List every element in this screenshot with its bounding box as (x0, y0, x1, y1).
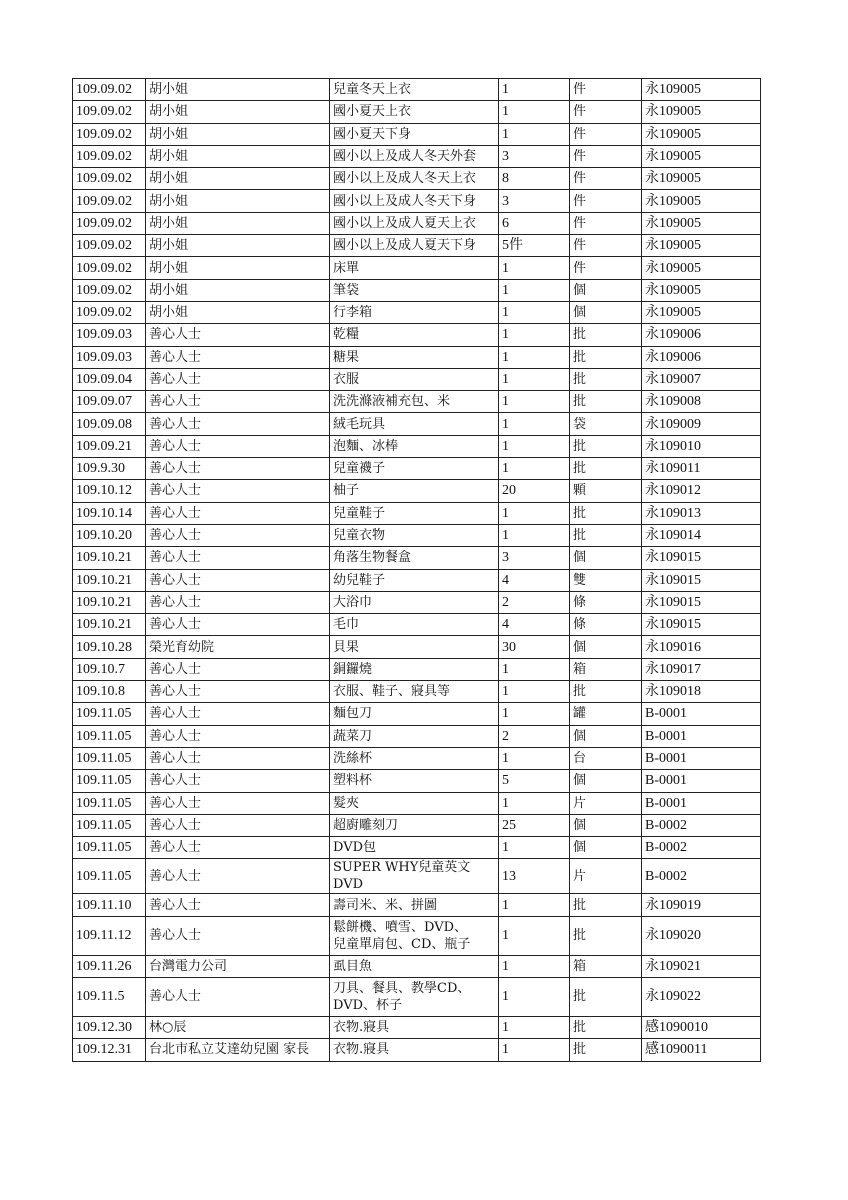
date-cell: 109.11.12 (73, 916, 146, 955)
date-cell: 109.10.7 (73, 658, 146, 680)
donor-cell: 林○辰 (146, 1016, 330, 1038)
date-cell: 109.09.07 (73, 391, 146, 413)
donor-cell: 榮光育幼院 (146, 636, 330, 658)
receipt-number-cell: 永109020 (642, 916, 761, 955)
item-cell: 鬆餅機、噴雪、DVD、 兒童單肩包、CD、瓶子 (330, 916, 499, 955)
unit-cell: 片 (570, 792, 642, 814)
donor-cell: 善心人士 (146, 614, 330, 636)
quantity-cell: 3 (499, 547, 570, 569)
donor-cell: 善心人士 (146, 837, 330, 859)
quantity-cell: 1 (499, 955, 570, 977)
donor-cell: 胡小姐 (146, 168, 330, 190)
donor-cell: 胡小姐 (146, 190, 330, 212)
unit-cell: 批 (570, 324, 642, 346)
donor-cell: 善心人士 (146, 480, 330, 502)
receipt-number-cell: 永109010 (642, 435, 761, 457)
date-cell: 109.09.02 (73, 123, 146, 145)
quantity-cell: 30 (499, 636, 570, 658)
table-row (73, 703, 761, 725)
date-cell: 109.12.30 (73, 1016, 146, 1038)
unit-cell: 批 (570, 977, 642, 1016)
receipt-number-cell: 永109019 (642, 894, 761, 916)
receipt-number-cell: 永109005 (642, 235, 761, 257)
quantity-cell: 1 (499, 79, 570, 101)
date-cell: 109.11.26 (73, 955, 146, 977)
date-cell: 109.10.21 (73, 569, 146, 591)
item-cell: 衣服 (330, 368, 499, 390)
table-row (73, 814, 761, 836)
item-cell: 乾糧 (330, 324, 499, 346)
receipt-number-cell: 永109016 (642, 636, 761, 658)
table-row (73, 458, 761, 480)
receipt-number-cell: 感1090011 (642, 1039, 761, 1061)
item-cell: 貝果 (330, 636, 499, 658)
date-cell: 109.11.05 (73, 814, 146, 836)
table-row (73, 792, 761, 814)
item-cell: 柚子 (330, 480, 499, 502)
table-row (73, 681, 761, 703)
item-cell: 衣物.寢具 (330, 1039, 499, 1061)
table-row (73, 279, 761, 301)
unit-cell: 件 (570, 101, 642, 123)
item-cell: DVD包 (330, 837, 499, 859)
table-row (73, 391, 761, 413)
date-cell: 109.10.21 (73, 547, 146, 569)
date-cell: 109.10.12 (73, 480, 146, 502)
item-cell: 衣物.寢具 (330, 1016, 499, 1038)
date-cell: 109.09.02 (73, 168, 146, 190)
receipt-number-cell: 永109018 (642, 681, 761, 703)
receipt-number-cell: 永109015 (642, 591, 761, 613)
item-cell: 糖果 (330, 346, 499, 368)
quantity-cell: 1 (499, 977, 570, 1016)
receipt-number-cell: B-0002 (642, 814, 761, 836)
date-cell: 109.11.10 (73, 894, 146, 916)
date-cell: 109.09.02 (73, 190, 146, 212)
quantity-cell: 4 (499, 569, 570, 591)
quantity-cell: 5件 (499, 235, 570, 257)
item-cell: 兒童襪子 (330, 458, 499, 480)
item-cell: 國小以上及成人夏天下身 (330, 235, 499, 257)
donor-cell: 善心人士 (146, 747, 330, 769)
quantity-cell: 20 (499, 480, 570, 502)
date-cell: 109.09.08 (73, 413, 146, 435)
receipt-number-cell: 永109009 (642, 413, 761, 435)
quantity-cell: 1 (499, 391, 570, 413)
receipt-number-cell: 永109005 (642, 79, 761, 101)
unit-cell: 批 (570, 368, 642, 390)
item-cell: 大浴巾 (330, 591, 499, 613)
unit-cell: 件 (570, 168, 642, 190)
receipt-number-cell: 感1090010 (642, 1016, 761, 1038)
item-cell: 蔬菜刀 (330, 725, 499, 747)
item-cell: 國小夏天下身 (330, 123, 499, 145)
receipt-number-cell: 永109014 (642, 524, 761, 546)
donor-cell: 善心人士 (146, 524, 330, 546)
date-cell: 109.10.21 (73, 591, 146, 613)
receipt-number-cell: 永109007 (642, 368, 761, 390)
unit-cell: 顆 (570, 480, 642, 502)
donor-cell: 善心人士 (146, 458, 330, 480)
date-cell: 109.10.14 (73, 502, 146, 524)
unit-cell: 批 (570, 1039, 642, 1061)
donor-cell: 胡小姐 (146, 212, 330, 234)
item-cell: 國小以上及成人冬天上衣 (330, 168, 499, 190)
item-cell: 國小以上及成人冬天外套 (330, 145, 499, 167)
item-cell: 行李箱 (330, 301, 499, 323)
table-row (73, 1039, 761, 1061)
receipt-number-cell: B-0001 (642, 770, 761, 792)
table-row (73, 955, 761, 977)
quantity-cell: 2 (499, 591, 570, 613)
date-cell: 109.11.05 (73, 859, 146, 894)
unit-cell: 罐 (570, 703, 642, 725)
item-cell: 兒童衣物 (330, 524, 499, 546)
unit-cell: 袋 (570, 413, 642, 435)
table-row (73, 324, 761, 346)
quantity-cell: 1 (499, 837, 570, 859)
item-cell: 筆袋 (330, 279, 499, 301)
date-cell: 109.11.05 (73, 792, 146, 814)
table-row (73, 190, 761, 212)
quantity-cell: 1 (499, 1016, 570, 1038)
date-cell: 109.10.20 (73, 524, 146, 546)
receipt-number-cell: 永109005 (642, 190, 761, 212)
receipt-number-cell: 永109005 (642, 301, 761, 323)
table-row (73, 212, 761, 234)
item-cell: 兒童鞋子 (330, 502, 499, 524)
table-row (73, 524, 761, 546)
date-cell: 109.09.02 (73, 235, 146, 257)
receipt-number-cell: 永109005 (642, 123, 761, 145)
item-cell: 絨毛玩具 (330, 413, 499, 435)
date-cell: 109.11.5 (73, 977, 146, 1016)
table-row (73, 1016, 761, 1038)
receipt-number-cell: 永109011 (642, 458, 761, 480)
receipt-number-cell: 永109015 (642, 547, 761, 569)
donor-cell: 台北市私立艾達幼兒園 家長 (146, 1039, 330, 1061)
item-cell: 塑料杯 (330, 770, 499, 792)
quantity-cell: 3 (499, 190, 570, 212)
date-cell: 109.09.03 (73, 346, 146, 368)
quantity-cell: 5 (499, 770, 570, 792)
item-cell: 國小以上及成人冬天下身 (330, 190, 499, 212)
table-row (73, 145, 761, 167)
date-cell: 109.09.02 (73, 145, 146, 167)
quantity-cell: 25 (499, 814, 570, 836)
unit-cell: 台 (570, 747, 642, 769)
quantity-cell: 1 (499, 435, 570, 457)
donor-cell: 善心人士 (146, 413, 330, 435)
unit-cell: 批 (570, 391, 642, 413)
donor-cell: 胡小姐 (146, 257, 330, 279)
donation-ledger-table (72, 78, 761, 1062)
table-row (73, 747, 761, 769)
ledger-body (73, 79, 761, 1062)
item-cell: 壽司米、米、拼圖 (330, 894, 499, 916)
donor-cell: 善心人士 (146, 977, 330, 1016)
quantity-cell: 4 (499, 614, 570, 636)
quantity-cell: 13 (499, 859, 570, 894)
unit-cell: 個 (570, 837, 642, 859)
quantity-cell: 1 (499, 324, 570, 346)
unit-cell: 批 (570, 346, 642, 368)
date-cell: 109.09.21 (73, 435, 146, 457)
item-cell: 幼兒鞋子 (330, 569, 499, 591)
receipt-number-cell: 永109005 (642, 168, 761, 190)
date-cell: 109.09.02 (73, 212, 146, 234)
unit-cell: 批 (570, 681, 642, 703)
donor-cell: 善心人士 (146, 547, 330, 569)
donor-cell: 善心人士 (146, 916, 330, 955)
item-cell: 國小以上及成人夏天上衣 (330, 212, 499, 234)
donor-cell: 善心人士 (146, 859, 330, 894)
donor-cell: 善心人士 (146, 391, 330, 413)
receipt-number-cell: B-0001 (642, 747, 761, 769)
table-row (73, 591, 761, 613)
quantity-cell: 1 (499, 502, 570, 524)
quantity-cell: 1 (499, 123, 570, 145)
receipt-number-cell: B-0002 (642, 837, 761, 859)
receipt-number-cell: 永109005 (642, 257, 761, 279)
date-cell: 109.10.28 (73, 636, 146, 658)
item-cell: 泡麵、冰棒 (330, 435, 499, 457)
date-cell: 109.11.05 (73, 770, 146, 792)
donor-cell: 善心人士 (146, 591, 330, 613)
quantity-cell: 1 (499, 1039, 570, 1061)
receipt-number-cell: 永109008 (642, 391, 761, 413)
date-cell: 109.09.02 (73, 279, 146, 301)
unit-cell: 件 (570, 79, 642, 101)
quantity-cell: 1 (499, 458, 570, 480)
table-row (73, 101, 761, 123)
quantity-cell: 2 (499, 725, 570, 747)
table-row (73, 413, 761, 435)
date-cell: 109.10.21 (73, 614, 146, 636)
quantity-cell: 1 (499, 524, 570, 546)
receipt-number-cell: 永109015 (642, 569, 761, 591)
table-row (73, 859, 761, 894)
unit-cell: 片 (570, 859, 642, 894)
quantity-cell: 1 (499, 894, 570, 916)
unit-cell: 個 (570, 279, 642, 301)
donor-cell: 胡小姐 (146, 101, 330, 123)
date-cell: 109.11.05 (73, 725, 146, 747)
quantity-cell: 1 (499, 346, 570, 368)
item-cell: 刀具、餐具、教學CD、 DVD、杯子 (330, 977, 499, 1016)
quantity-cell: 1 (499, 703, 570, 725)
donor-cell: 善心人士 (146, 435, 330, 457)
quantity-cell: 3 (499, 145, 570, 167)
donor-cell: 善心人士 (146, 792, 330, 814)
unit-cell: 批 (570, 435, 642, 457)
receipt-number-cell: 永109022 (642, 977, 761, 1016)
quantity-cell: 1 (499, 101, 570, 123)
donor-cell: 善心人士 (146, 703, 330, 725)
date-cell: 109.12.31 (73, 1039, 146, 1061)
table-row (73, 569, 761, 591)
table-row (73, 79, 761, 101)
table-row (73, 346, 761, 368)
receipt-number-cell: B-0002 (642, 859, 761, 894)
table-row (73, 770, 761, 792)
item-cell: 虱目魚 (330, 955, 499, 977)
table-row (73, 894, 761, 916)
quantity-cell: 1 (499, 658, 570, 680)
date-cell: 109.09.02 (73, 301, 146, 323)
date-cell: 109.09.04 (73, 368, 146, 390)
unit-cell: 箱 (570, 955, 642, 977)
item-cell: 床單 (330, 257, 499, 279)
unit-cell: 件 (570, 190, 642, 212)
donor-cell: 胡小姐 (146, 79, 330, 101)
receipt-number-cell: B-0001 (642, 703, 761, 725)
quantity-cell: 1 (499, 413, 570, 435)
date-cell: 109.09.02 (73, 101, 146, 123)
receipt-number-cell: 永109013 (642, 502, 761, 524)
table-row (73, 916, 761, 955)
table-row (73, 837, 761, 859)
unit-cell: 批 (570, 916, 642, 955)
item-cell: 麵包刀 (330, 703, 499, 725)
date-cell: 109.09.02 (73, 257, 146, 279)
date-cell: 109.09.03 (73, 324, 146, 346)
item-cell: 毛巾 (330, 614, 499, 636)
unit-cell: 條 (570, 591, 642, 613)
item-cell: 兒童冬天上衣 (330, 79, 499, 101)
donor-cell: 善心人士 (146, 770, 330, 792)
table-row (73, 168, 761, 190)
donor-cell: 胡小姐 (146, 301, 330, 323)
donor-cell: 善心人士 (146, 569, 330, 591)
date-cell: 109.11.05 (73, 703, 146, 725)
item-cell: 超廚雕刻刀 (330, 814, 499, 836)
unit-cell: 個 (570, 725, 642, 747)
unit-cell: 件 (570, 145, 642, 167)
table-row (73, 614, 761, 636)
receipt-number-cell: 永109005 (642, 101, 761, 123)
date-cell: 109.11.05 (73, 837, 146, 859)
unit-cell: 批 (570, 1016, 642, 1038)
donor-cell: 善心人士 (146, 814, 330, 836)
donor-cell: 胡小姐 (146, 235, 330, 257)
item-cell: 國小夏天上衣 (330, 101, 499, 123)
quantity-cell: 1 (499, 368, 570, 390)
quantity-cell: 1 (499, 257, 570, 279)
unit-cell: 件 (570, 212, 642, 234)
donor-cell: 胡小姐 (146, 145, 330, 167)
donor-cell: 善心人士 (146, 346, 330, 368)
item-cell: SUPER WHY兒童英文DVD (330, 859, 499, 894)
table-row (73, 435, 761, 457)
receipt-number-cell: 永109006 (642, 324, 761, 346)
unit-cell: 批 (570, 894, 642, 916)
receipt-number-cell: 永109005 (642, 212, 761, 234)
donor-cell: 台灣電力公司 (146, 955, 330, 977)
unit-cell: 條 (570, 614, 642, 636)
unit-cell: 個 (570, 547, 642, 569)
item-cell: 銅鑼燒 (330, 658, 499, 680)
donor-cell: 胡小姐 (146, 123, 330, 145)
donor-cell: 善心人士 (146, 658, 330, 680)
unit-cell: 雙 (570, 569, 642, 591)
quantity-cell: 1 (499, 301, 570, 323)
table-row (73, 658, 761, 680)
donor-cell: 善心人士 (146, 725, 330, 747)
table-row (73, 725, 761, 747)
quantity-cell: 1 (499, 681, 570, 703)
receipt-number-cell: 永109012 (642, 480, 761, 502)
unit-cell: 箱 (570, 658, 642, 680)
unit-cell: 批 (570, 502, 642, 524)
date-cell: 109.9.30 (73, 458, 146, 480)
receipt-number-cell: 永109005 (642, 145, 761, 167)
unit-cell: 批 (570, 524, 642, 546)
date-cell: 109.11.05 (73, 747, 146, 769)
item-cell: 髮夾 (330, 792, 499, 814)
table-row (73, 547, 761, 569)
donor-cell: 善心人士 (146, 324, 330, 346)
quantity-cell: 1 (499, 916, 570, 955)
table-row (73, 636, 761, 658)
item-cell: 洗絲杯 (330, 747, 499, 769)
quantity-cell: 1 (499, 792, 570, 814)
receipt-number-cell: B-0001 (642, 792, 761, 814)
receipt-number-cell: 永109006 (642, 346, 761, 368)
table-row (73, 123, 761, 145)
unit-cell: 個 (570, 636, 642, 658)
donor-cell: 善心人士 (146, 681, 330, 703)
table-row (73, 977, 761, 1016)
unit-cell: 個 (570, 770, 642, 792)
date-cell: 109.09.02 (73, 79, 146, 101)
quantity-cell: 8 (499, 168, 570, 190)
table-row (73, 368, 761, 390)
unit-cell: 件 (570, 123, 642, 145)
table-row (73, 235, 761, 257)
unit-cell: 批 (570, 458, 642, 480)
unit-cell: 個 (570, 814, 642, 836)
donor-cell: 善心人士 (146, 368, 330, 390)
receipt-number-cell: 永109005 (642, 279, 761, 301)
donor-cell: 善心人士 (146, 894, 330, 916)
donor-cell: 胡小姐 (146, 279, 330, 301)
table-row (73, 480, 761, 502)
donor-cell: 善心人士 (146, 502, 330, 524)
table-row (73, 502, 761, 524)
quantity-cell: 1 (499, 747, 570, 769)
item-cell: 角落生物餐盒 (330, 547, 499, 569)
date-cell: 109.10.8 (73, 681, 146, 703)
table-row (73, 301, 761, 323)
receipt-number-cell: 永109015 (642, 614, 761, 636)
receipt-number-cell: B-0001 (642, 725, 761, 747)
item-cell: 衣服、鞋子、寢具等 (330, 681, 499, 703)
receipt-number-cell: 永109021 (642, 955, 761, 977)
unit-cell: 件 (570, 235, 642, 257)
item-cell: 洗洗滌液補充包、米 (330, 391, 499, 413)
unit-cell: 個 (570, 301, 642, 323)
quantity-cell: 6 (499, 212, 570, 234)
unit-cell: 件 (570, 257, 642, 279)
receipt-number-cell: 永109017 (642, 658, 761, 680)
quantity-cell: 1 (499, 279, 570, 301)
table-row (73, 257, 761, 279)
